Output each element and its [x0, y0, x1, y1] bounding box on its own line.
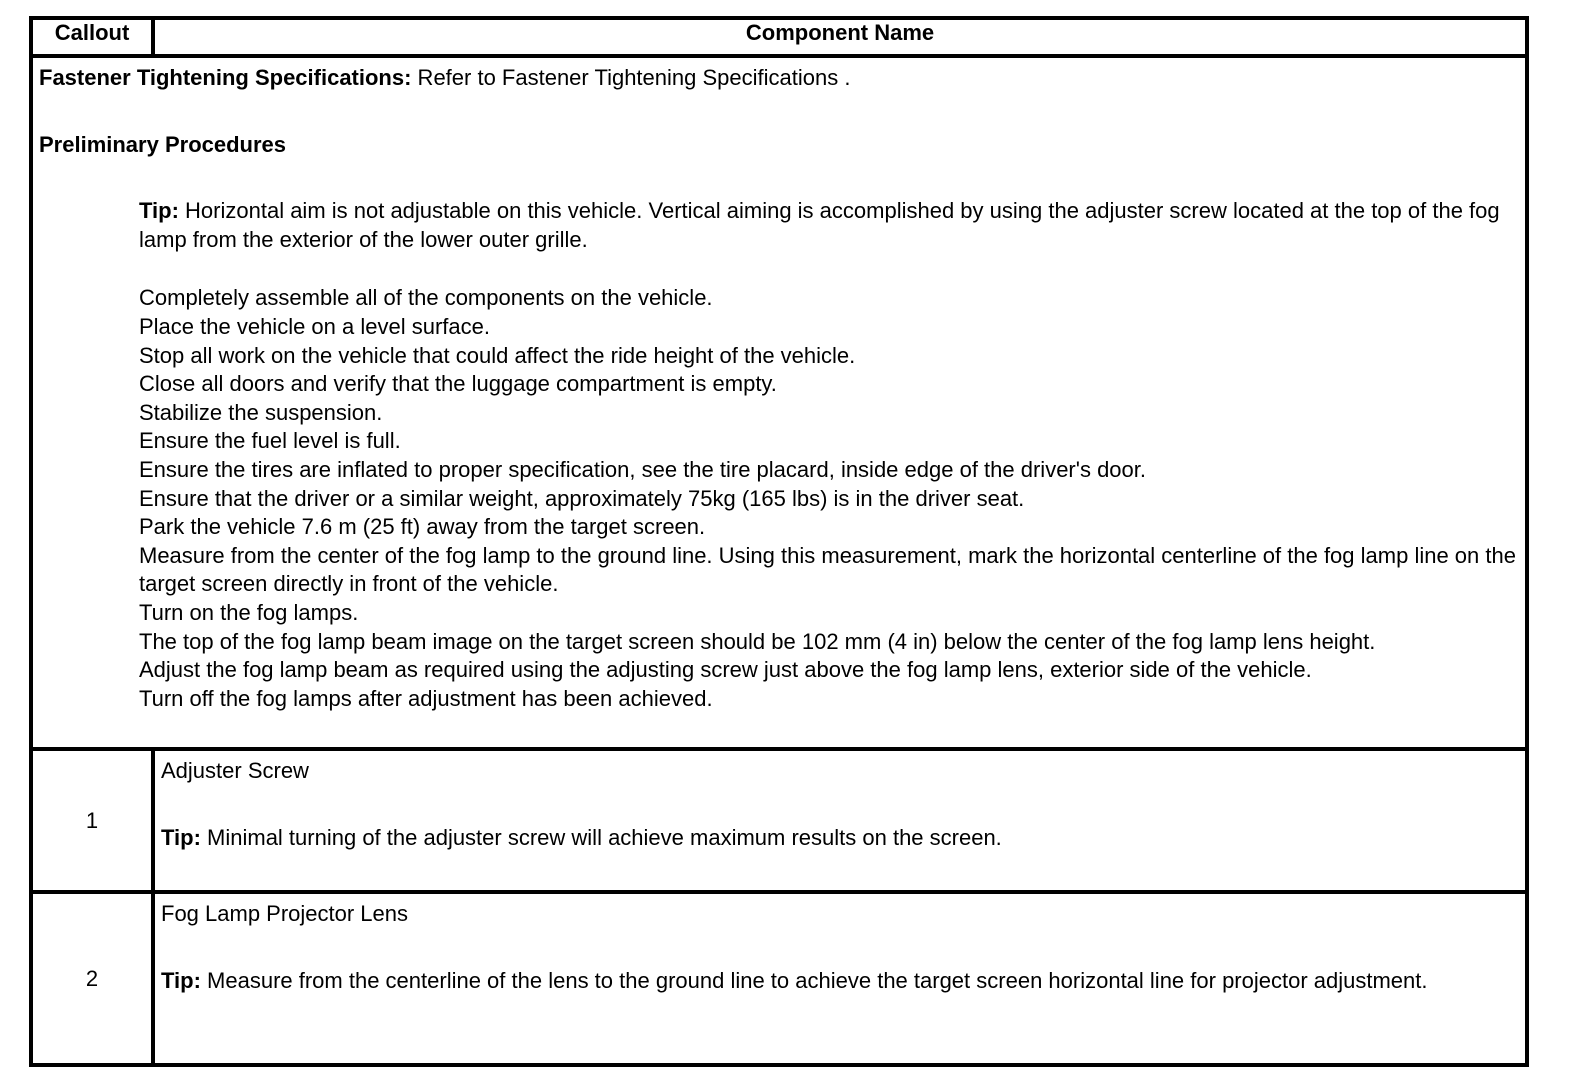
component-tip — [161, 967, 1519, 996]
procedure-step: Ensure that the driver or a similar weight, approximately 75kg (165 lbs) is in the driver seat. — [139, 485, 1025, 511]
procedure-step: Ensure the fuel level is full. — [139, 428, 401, 454]
component-tip-text: Measure from the centerline of the lens to the ground line to achieve the target screen horizontal line for projector adjustment. — [200, 967, 1428, 993]
procedure-step: Turn off the fog lamps after adjustment has been achieved. — [139, 685, 713, 711]
table-row — [31, 749, 1527, 892]
procedure-step: Close all doors and verify that the luggage compartment is empty. — [139, 371, 777, 397]
component-tip-label: Tip: — [161, 824, 201, 850]
procedure-step: Ensure the tires are inflated to proper specification, see the tire placard, inside edge of the driver's door. — [139, 456, 1146, 482]
intro-tip-text: Horizontal aim is not adjustable on this vehicle. Vertical aiming is accomplished by using the adjuster screw located at the top of the fog lamp from the exterior of the lower outer grille. — [139, 198, 1500, 252]
procedure-step: The top of the fog lamp beam image on the target screen should be 102 mm (4 in) below the center of the fog lamp lens height. — [139, 628, 1376, 654]
procedure-step: Turn on the fog lamps. — [139, 599, 359, 625]
table-row — [31, 892, 1527, 1065]
intro-tip — [139, 197, 1517, 254]
intro-tip-label: Tip: — [139, 198, 179, 224]
component-tip-text: Minimal turning of the adjuster screw will achieve maximum results on the screen. — [200, 824, 1002, 850]
component-cell — [153, 892, 1527, 1065]
component-cell — [153, 749, 1527, 892]
fastener-spec-text: Refer to Fastener Tightening Specifications . — [411, 65, 851, 90]
fastener-spec-line — [39, 64, 1521, 93]
procedure-step: Stop all work on the vehicle that could affect the ride height of the vehicle. — [139, 342, 856, 368]
procedure-step: Measure from the center of the fog lamp to the ground line. Using this measurement, mark the horizontal centerline of the fog lamp line on the target screen directly in front of the vehicle. — [139, 542, 1516, 597]
table-header-row — [31, 18, 1527, 56]
procedure-step: Place the vehicle on a level surface. — [139, 313, 490, 339]
procedure-steps-list — [139, 284, 1517, 713]
procedure-step: Adjust the fog lamp beam as required using the adjusting screw just above the fog lamp lens, exterior side of the vehicle. — [139, 657, 1312, 683]
component-tip — [161, 824, 1519, 853]
component-name: Adjuster Screw — [161, 758, 309, 783]
intro-row — [31, 56, 1527, 749]
component-name: Fog Lamp Projector Lens — [161, 901, 409, 926]
component-tip-label: Tip: — [161, 967, 201, 993]
component-table — [29, 16, 1529, 1067]
procedure-step: Park the vehicle 7.6 m (25 ft) away from the target screen. — [139, 514, 706, 540]
procedure-step: Stabilize the suspension. — [139, 399, 383, 425]
component-name-column-header: Component Name — [153, 18, 1527, 56]
intro-cell — [31, 56, 1527, 749]
procedure-step: Completely assemble all of the components on the vehicle. — [139, 285, 713, 311]
fastener-spec-label: Fastener Tightening Specifications: — [39, 65, 412, 90]
preliminary-procedures-heading: Preliminary Procedures — [39, 131, 287, 157]
callout-number: 1 — [31, 749, 153, 892]
callout-number: 2 — [31, 892, 153, 1065]
callout-column-header: Callout — [31, 18, 153, 56]
